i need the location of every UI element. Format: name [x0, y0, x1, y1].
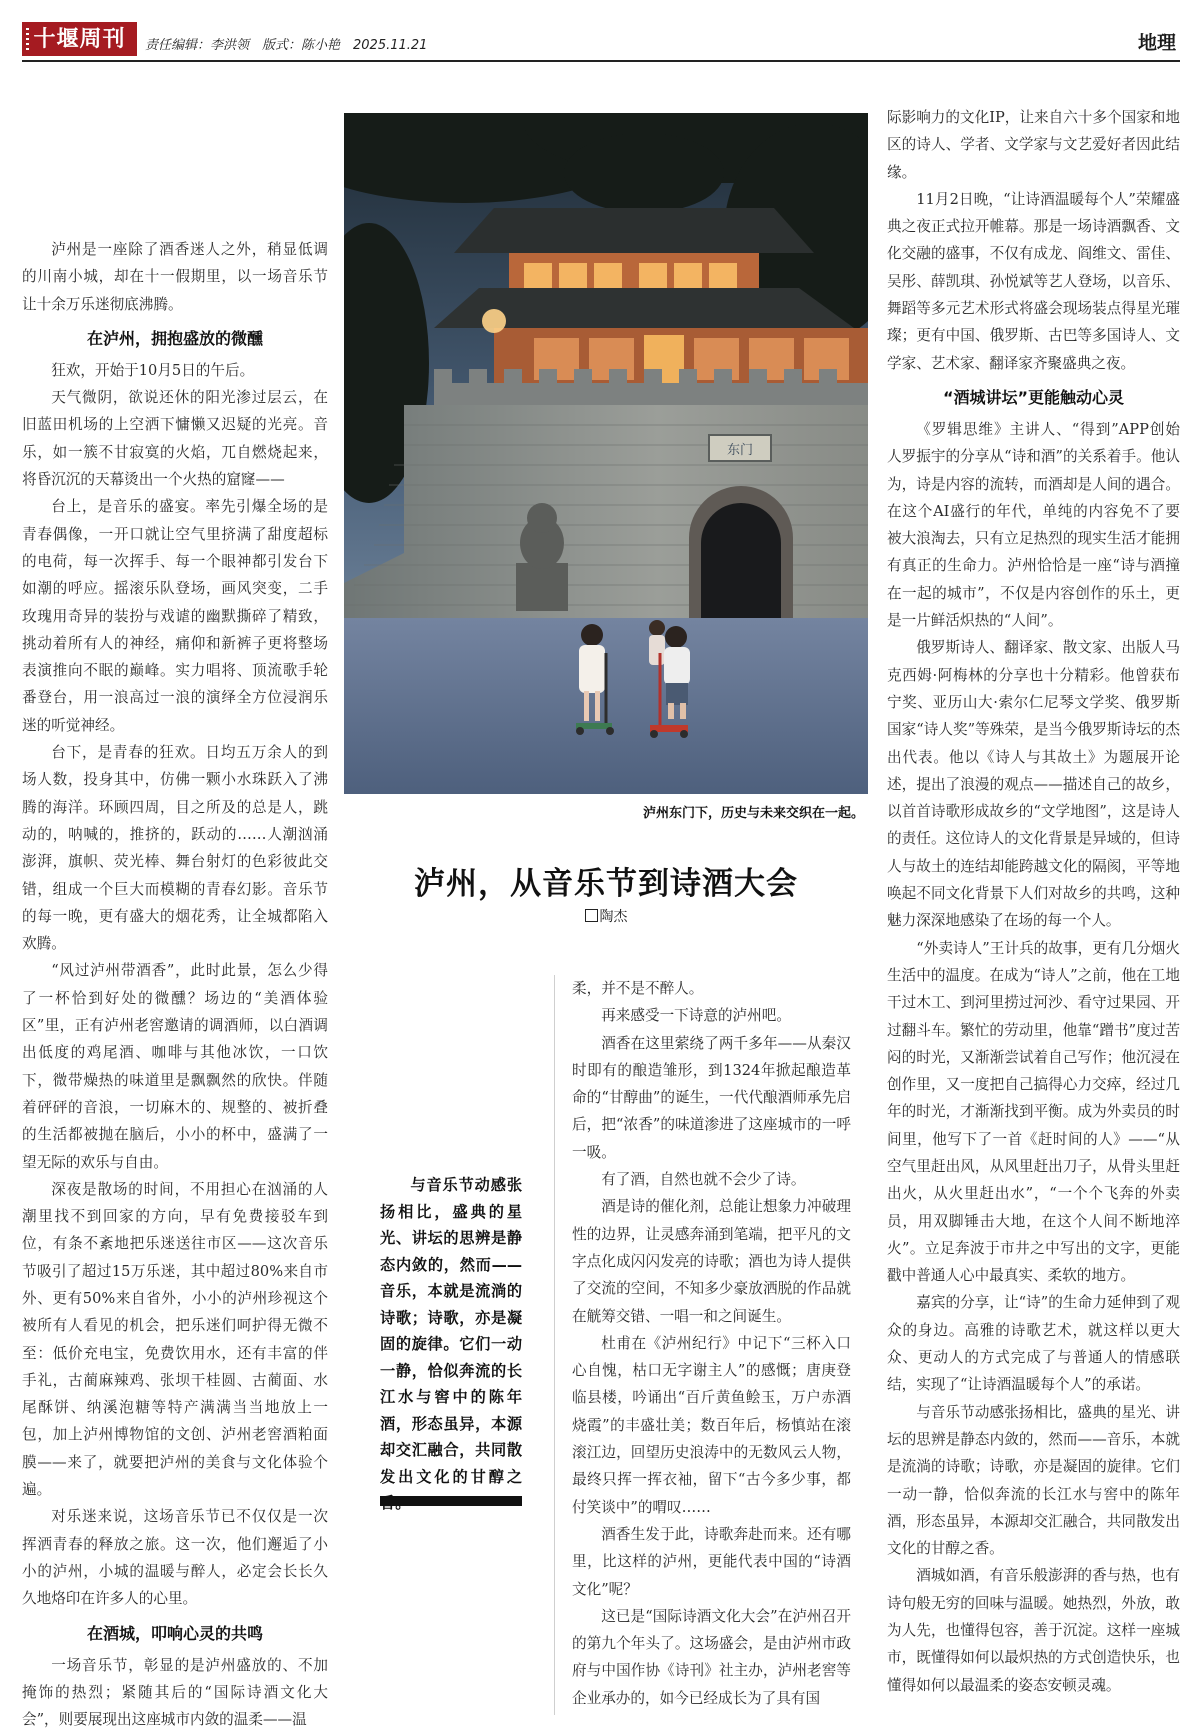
paragraph: 深夜是散场的时间，不用担心在汹涌的人潮里找不到回家的方向，早有免费接驳车到位，有条不紊地把乐迷送往市区——这次音乐节吸引了超过15万乐迷，其中超过80%来自市外、更有50%来自省外，小小的泸州珍视这个被所有人看见的机会，把乐迷们呵护得无微不至：低价充电宝，免费饮用水，还有丰富的伴手礼，古蔺麻辣鸡、张坝干桂圆、古蔺面、水尾酥饼、纳溪泡糖等特产满满当当地放上一包，加上泸州博物馆的文创、泸州老窖酒粕面膜——来了，就要把泸州的美食与文化体验个遍。	[22, 1180, 328, 1499]
paragraph: 台下，是青春的狂欢。日均五万余人的到场人数，投身其中，仿佛一颗小水珠跃入了沸腾的海洋。环顾四周，目之所及的总是人，跳动的，呐喊的，推挤的，跃动的……人潮汹涌澎湃，旗帜、荧光棒、舞台射灯的色彩彼此交错，组成一个巨大而模糊的青春幻影。音乐节的每一晚，更有盛大的烟花秀，让全城都陷入欢腾。	[22, 744, 328, 953]
article-author	[344, 906, 868, 926]
city-gate-illustration	[344, 113, 868, 794]
editor-credits: 责任编辑：李洪领 版式：陈小艳 2025.11.21	[145, 38, 428, 53]
paragraph: 这已是“国际诗酒文化大会”在泸州召开的第九个年头了。这场盛会，是由泸州市政府与中国作协《诗刊》社主办，泸州老窖等企业承办的，如今已经成长为了具有国	[572, 1607, 851, 1707]
paragraph: 际影响力的文化IP，让来自六十多个国家和地区的诗人、学者、文学家与文艺爱好者因此结缘。	[887, 109, 1180, 181]
gate-arch	[701, 503, 781, 618]
article-title: 泸州，从音乐节到诗酒大会	[414, 866, 798, 902]
paragraph: “外卖诗人”王计兵的故事，更有几分烟火生活中的温度。在成为“诗人”之前，他在工地干过木工、到河里捞过河沙、看守过果园、开过翻斗车。繁忙的劳动里，他靠“蹭书”度过苦闷的时光，又渐渐尝试着自己写作；他沉浸在创作里，又一度把自己搞得心力交瘁，经过几年的时光，才渐渐找到平衡。成为外卖员的时间里，他写下了一首《赶时间的人》——“从空气里赶出风，从风里赶出刀子，从骨头里赶出火，从火里赶出水”，“一个个飞奔的外卖员，用双脚锤击大地，在这个人间不断地淬火”。立足奔波于市井之中写出的文字，更能戳中普通人心中最真实、柔软的地方。	[887, 939, 1180, 1285]
paragraph: 酒是诗的催化剂，总能让想象力冲破理性的边界，让灵感奔涌到笔端，把平凡的文字点化成闪闪发亮的诗歌；酒也为诗人提供了交流的空间，不知多少豪放洒脱的作品就在觥筹交错、一唱一和之间诞生。	[572, 1198, 851, 1325]
paragraph: 柔，并不是不醉人。	[572, 980, 704, 997]
paragraph: 酒香生发于此，诗歌奔赴而来。还有哪里，比这样的泸州，更能代表中国的“诗酒文化”呢？	[572, 1525, 851, 1598]
logo-text: 十堰周刊	[33, 26, 126, 52]
paragraph: 与音乐节动感张扬相比，盛典的星光、讲坛的思辨是静态内敛的，然而——音乐，本就是流淌的诗歌；诗歌，亦是凝固的旋律。它们一动一静，恰似奔流的长江水与窖中的陈年酒，形态虽异，本源却交汇融合，共同散发出文化的甘醇之香。	[887, 1403, 1180, 1558]
paragraph: 对乐迷来说，这场音乐节已不仅仅是一次挥洒青春的释放之旅。这一次，他们邂逅了小小的泸州，小城的温暖与醉人，必定会长长久久地烙印在许多人的心里。	[22, 1508, 328, 1608]
section-heading: 在酒城，叩响心灵的共鸣	[86, 1623, 263, 1643]
publication-logo	[22, 22, 137, 56]
paragraph: 一场音乐节，彰显的是泸州盛放的、不加掩饰的热烈；紧随其后的“国际诗酒文化大会”，则要展现出这座城市内敛的温柔——温	[22, 1656, 328, 1729]
paragraph: 台上，是音乐的盛宴。率先引爆全场的是青春偶像，一开口就让空气里挤满了甜度超标的电荷，每一次挥手、每一个眼神都引发台下如潮的呼应。摇滚乐队登场，画风突变，二手玫瑰用奇异的装扮与戏谑的幽默撕碎了精致，挑动着所有人的神经，痛仰和新裤子更将整场表演推向不眠的巅峰。实力唱将、顶流歌手轮番登台，用一浪高过一浪的演绎全方位浸润乐迷的听觉神经。	[22, 498, 328, 734]
page-header	[22, 22, 1180, 60]
section-heading: 在泸州，拥抱盛放的微醺	[86, 328, 263, 348]
section-label: 地理	[1137, 32, 1176, 54]
paragraph: “风过泸州带酒香”，此时此景，怎么少得了一杯恰到好处的微醺？场边的“美酒体验区”里，正有泸州老窖邀请的调酒师，以白酒调出低度的鸡尾酒、咖啡与其他冰饮，一口饮下，微带燥热的味道里是飘飘然的欣快。伴随着砰砰的音浪，一切麻木的、规整的、被折叠的生活都被抛在脑后，小小的杯中，盛满了一望无际的欢乐与自由。	[22, 962, 328, 1171]
paragraph: 嘉宾的分享，让“诗”的生命力延伸到了观众的身边。高雅的诗歌艺术，就这样以更大众、更动人的方式完成了与普通人的情感联结，实现了“让诗酒温暖每个人”的承诺。	[887, 1294, 1180, 1394]
pull-quote-bar	[380, 1496, 522, 1506]
logo-dots	[26, 28, 29, 50]
paragraph: 有了酒，自然也就不会少了诗。	[601, 1171, 806, 1189]
paragraph: 杜甫在《泸州纪行》中记下“三杯入口心自愧，枯口无字谢主人”的感慨；唐庚登临县楼，吟诵出“百斤黄鱼鲙玉，万户赤酒烧霞”的丰盛壮美；数百年后，杨慎站在滚滚江边，回望历史浪涛中的无数风云人物，最终只挥一挥衣袖，留下“古今多少事，都付笑谈中”的喟叹……	[572, 1334, 851, 1516]
article-column-middle	[572, 975, 851, 1712]
paragraph: 泸州是一座除了酒香迷人之外，稍显低调的川南小城，却在十一假期里，以一场音乐节让十余万乐迷彻底沸腾。	[22, 241, 328, 313]
paragraph: 酒香在这里萦绕了两千多年——从秦汉时即有的酿造雏形，到1324年掀起酿造革命的“甘醇曲”的诞生，一代代酿酒师承先启后，把“浓香”的味道渗进了这座城市的一呼一吸。	[572, 1034, 851, 1161]
paragraph: 俄罗斯诗人、翻译家、散文家、出版人马克西姆·阿梅林的分享也十分精彩。他曾获布宁奖、亚历山大·索尔仁尼琴文学奖、俄罗斯国家“诗人奖”等殊荣，是当今俄罗斯诗坛的杰出代表。他以《诗人与其故土》为题展开论述，提出了浪漫的观点——描述自己的故乡，以首首诗歌形成故乡的“文学地图”，这是诗人的责任。这位诗人的文化背景是异域的，但诗人与故土的连结却能跨越文化的隔阂，平等地唤起不同文化背景下人们对故乡的共鸣，这种魅力深深地感染了在场的每一个人。	[887, 639, 1180, 930]
pull-quote: 与音乐节动感张扬相比，盛典的星光、讲坛的思辨是静态内敛的，然而——音乐，本就是流淌的诗歌；诗歌，亦是凝固的旋律。它们一动一静，恰似奔流的长江水与窖中的陈年酒，形态虽异，本源却交汇融合，共同散发出文化的甘醇之	[380, 1176, 522, 1486]
upper-roof	[454, 208, 814, 253]
paragraph: 狂欢，开始于10月5日的午后。	[51, 361, 255, 379]
article-column-right	[887, 104, 1180, 1699]
author-name: 陶杰	[599, 909, 628, 925]
paragraph: 天气微阴，欲说还休的阳光渗过层云，在旧蓝田机场的上空洒下慵懒又迟疑的光亮。音乐，如一簇不甘寂寞的火焰，兀自燃烧起来，将昏沉沉的天幕烫出一个火热的窟窿——	[22, 389, 328, 489]
article-photo	[344, 113, 868, 794]
paragraph: 11月2日晚，“让诗酒温暖每个人”荣耀盛典之夜正式拉开帷幕。那是一场诗酒飘香、文化交融的盛事，不仅有成龙、阎维文、雷佳、吴彤、薛凯琪、孙悦斌等艺人登场，以音乐、舞蹈等多元艺术形式将盛会现场装点得星光璀璨；更有中国、俄罗斯、古巴等多国诗人、文学家、艺术家、翻译家齐聚盛典之夜。	[887, 190, 1180, 372]
section-heading: “酒城讲坛”更能触动心灵	[942, 387, 1125, 407]
child-small-background	[649, 620, 665, 665]
author-box-icon	[585, 909, 598, 922]
gate-plaque-text: 东门	[726, 443, 754, 458]
column-divider	[554, 975, 555, 1715]
paragraph: 酒城如酒，有音乐般澎湃的香与热，也有诗句般无穷的回味与温暖。她热烈，外放，敢为人先，也懂得包容，善于沉淀。这样一座城市，既懂得如何以最炽热的方式创造快乐，也懂得如何以最温柔的姿态安顿灵魂。	[887, 1567, 1180, 1694]
photo-caption: 泸州东门下，历史与未来交织在一起。	[642, 806, 864, 821]
paragraph: 《罗辑思维》主讲人、“得到”APP创始人罗振宇的分享从“诗和酒”的关系着手。他认为，诗是内容的流转，而酒却是人间的遇合。在这个AI盛行的年代，单纯的内容免不了要被大浪淘去，只有立足热烈的现实生活才能拥有真正的生命力。泸州恰恰是一座“诗与酒撞在一起的城市”，不仅是内容创作的乐土，更是一片鲜活炽热的“人间”。	[887, 420, 1180, 630]
lamp-glow	[482, 309, 506, 333]
article-column-left	[22, 236, 328, 1733]
paragraph: 再来感受一下诗意的泸州吧。	[601, 1007, 791, 1025]
header-rule	[22, 60, 1180, 62]
